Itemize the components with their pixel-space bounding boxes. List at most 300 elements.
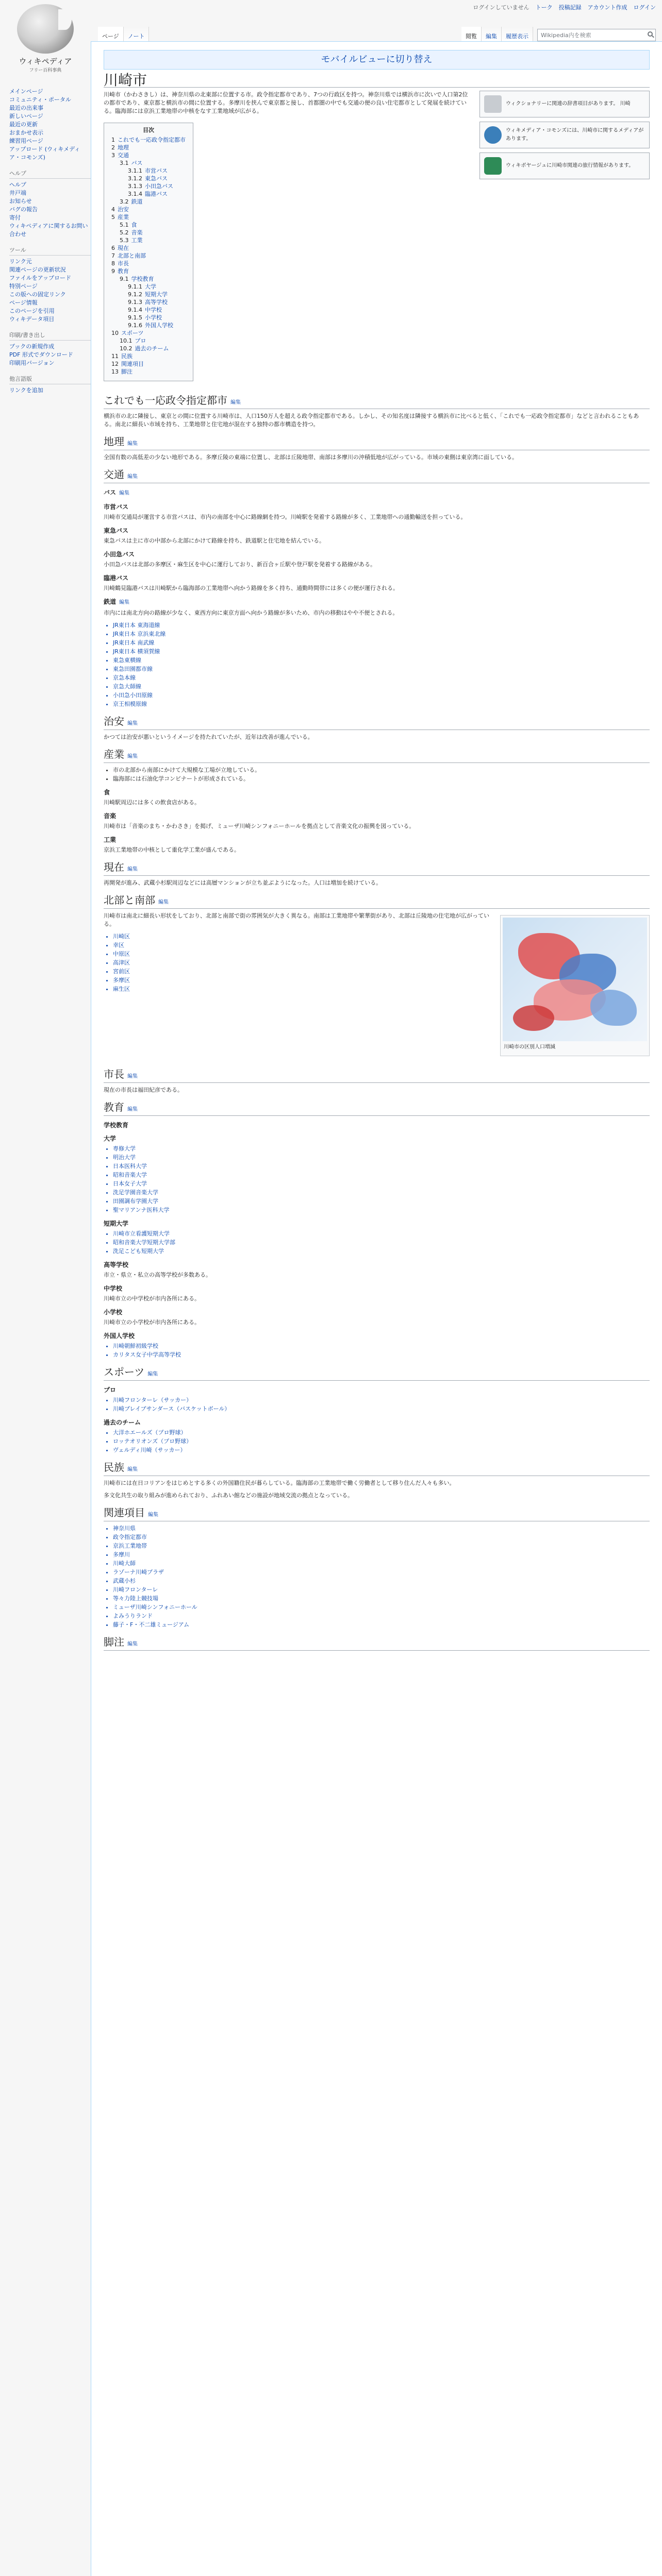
toc-number: 12	[111, 361, 119, 367]
list-item[interactable]: • ヴェルディ川崎（サッカー）	[113, 1446, 650, 1454]
toc-label[interactable]: 工業	[131, 237, 143, 244]
tab-page[interactable]: ページ	[98, 27, 124, 43]
list-item[interactable]: • 東急東横線	[113, 656, 650, 665]
edit-link[interactable]: 編集	[127, 474, 138, 480]
sister-box	[479, 91, 650, 117]
section-title: これでも一応政令指定都市	[104, 395, 227, 406]
paragraph: 現在の市長は福田紀彦である。	[104, 1087, 183, 1093]
page-title: 川崎市	[104, 77, 650, 88]
pro-team-list	[113, 1396, 650, 1413]
sidebar	[0, 88, 91, 402]
sidebar-item[interactable]: 練習用ページ	[9, 138, 43, 144]
sidebar-item[interactable]: お知らせ	[9, 198, 32, 205]
list-item: • 市の北部から南部にかけて大規模な工場が立地している。	[113, 766, 650, 774]
population-map-figure	[500, 915, 650, 1056]
sister-text[interactable]: ウィキボヤージュに川崎市関連の旅行情報があります。	[506, 163, 634, 168]
subsection-heading: プロ	[104, 1386, 117, 1394]
sidebar-item[interactable]: 関連ページの更新状況	[9, 266, 66, 273]
subsection-heading: 市営バス	[104, 503, 129, 511]
toc-label[interactable]: 鉄道	[131, 198, 143, 205]
paragraph: 京浜工業地帯の中核として重化学工業が盛んである。	[104, 846, 240, 853]
sidebar-item[interactable]: 特別ページ	[9, 283, 38, 290]
paragraph: 川崎市立の中学校が市内各所にある。	[104, 1295, 200, 1302]
toc-number: 3.1	[120, 160, 129, 166]
toc-label[interactable]: 教育	[118, 268, 129, 275]
section-title: 市長	[104, 1069, 124, 1080]
create-account-link[interactable]: アカウント作成	[587, 4, 627, 11]
toc-label[interactable]: 脚注	[121, 368, 133, 375]
toc-number: 9	[111, 268, 115, 275]
toc-number: 4	[111, 206, 115, 213]
subsection-heading: 小田急バス	[104, 551, 135, 558]
toc-label[interactable]: 大学	[145, 283, 156, 290]
toc-item[interactable]	[111, 283, 186, 291]
sidebar-item[interactable]: このページを引用	[9, 308, 55, 314]
list-item[interactable]: • 高津区	[113, 959, 650, 967]
toc-number: 3.1.2	[128, 175, 142, 182]
sidebar-item[interactable]: バグの報告	[9, 206, 38, 213]
toc-number: 3	[111, 152, 115, 159]
toc-number: 9.1.5	[128, 314, 142, 321]
sidebar-item[interactable]: ファイルをアップロード	[9, 275, 72, 281]
list-item[interactable]: • 政令指定都市	[113, 1533, 650, 1541]
list-item[interactable]: • 京王相模原線	[113, 700, 650, 708]
sidebar-item[interactable]: 印刷用バージョン	[9, 360, 55, 366]
section-heading	[104, 1464, 650, 1476]
personal-tools	[473, 3, 656, 11]
logo-wordmark: ウィキペディア	[19, 57, 72, 66]
edit-link[interactable]: 編集	[119, 600, 130, 605]
list-item[interactable]: • 京急本線	[113, 674, 650, 682]
toc-number: 9.1.4	[128, 307, 142, 313]
subsection-heading: 高等学校	[104, 1261, 129, 1268]
sidebar-heading: ヘルプ	[9, 169, 91, 179]
toc-item[interactable]	[111, 213, 186, 221]
toc-label[interactable]: 外国人学校	[145, 322, 173, 329]
toc-label[interactable]: 東急バス	[145, 175, 168, 182]
toc-label[interactable]: 短期大学	[145, 291, 168, 298]
section-heading	[104, 751, 650, 763]
toc-number: 10.2	[120, 345, 133, 352]
toc-item[interactable]	[111, 182, 186, 190]
edit-link[interactable]: 編集	[127, 867, 138, 872]
list-item[interactable]: • よみうりランド	[113, 1612, 650, 1620]
sidebar-item[interactable]: 最近の更新	[9, 121, 38, 128]
list-item[interactable]: • 聖マリアンナ医科大学	[113, 1206, 650, 1214]
toc-item[interactable]	[111, 206, 186, 213]
table-of-contents	[104, 123, 193, 381]
subsection-heading: 工業	[104, 836, 117, 843]
toc-label[interactable]: バス	[131, 160, 143, 166]
list-item[interactable]: • 洗足学園音楽大学	[113, 1189, 650, 1197]
sidebar-tools	[9, 246, 91, 324]
sidebar-item[interactable]: この版への固定リンク	[9, 291, 66, 298]
junior-college-list	[113, 1230, 650, 1256]
sister-text[interactable]: ウィキメディア・コモンズには、川崎市に関するメディアがあります。	[506, 128, 644, 142]
map-caption: 川崎市の区別人口増減	[504, 1044, 555, 1050]
edit-link[interactable]: 編集	[147, 1371, 158, 1377]
search-input[interactable]	[537, 29, 656, 41]
section-heading	[104, 896, 650, 909]
toc-item[interactable]	[111, 360, 186, 368]
toc-number: 5.1	[120, 222, 129, 228]
paragraph: 東急バスは主に市の中部から北部にかけて路線を持ち、鉄道駅と住宅地を結んでいる。	[104, 537, 325, 544]
puzzle-globe-icon	[17, 4, 74, 54]
toc-item[interactable]	[111, 352, 186, 360]
section-title: 関連項目	[104, 1507, 145, 1519]
toc-label[interactable]: 関連項目	[121, 361, 144, 367]
toc-label[interactable]: 市長	[118, 260, 129, 267]
sidebar-item[interactable]: 最近の出来事	[9, 105, 43, 111]
toc-item[interactable]	[111, 136, 186, 144]
paragraph: 小田急バスは北部の多摩区・麻生区を中心に運行しており、新百合ヶ丘駅や登戸駅を発着する路線がある。	[104, 561, 376, 568]
edit-link[interactable]: 編集	[119, 490, 130, 496]
lead-paragraph: 川崎市（かわさきし）は、神奈川県の北東部に位置する市。政令指定都市であり、7つの行政区を持つ。神奈川県では横浜市に次いで人口第2位の都市であり、東京都と横浜市の間に位置する。多摩川を挟んで東京都と接し、首都圏の中でも交通の便の良い住宅都市として発展を続けている。臨海部には京浜工業地帯の中核をなす工業地域が広がる。	[104, 91, 468, 114]
login-link[interactable]: ログイン	[633, 4, 656, 11]
section-heading	[104, 1638, 650, 1651]
toc-item[interactable]	[111, 236, 186, 244]
list-item[interactable]: • 川崎区	[113, 933, 650, 941]
toc-number: 3.1.1	[128, 167, 142, 174]
subsection-heading: 中学校	[104, 1285, 123, 1292]
toc-item[interactable]	[111, 244, 186, 252]
toc-item[interactable]	[111, 175, 186, 182]
toc-label[interactable]: 小学校	[145, 314, 162, 321]
past-team-list	[113, 1429, 650, 1454]
list-item[interactable]: • 武蔵小杉	[113, 1577, 650, 1585]
section-heading	[104, 397, 650, 409]
section-heading	[104, 471, 650, 483]
toc-item[interactable]	[111, 337, 186, 345]
toc-label[interactable]: 音楽	[131, 229, 143, 236]
paragraph: 多文化共生の取り組みが進められており、ふれあい館などの施設が地域交流の拠点となっている。	[104, 1492, 353, 1499]
list-item[interactable]: • 藤子・F・不二雄ミュージアム	[113, 1621, 650, 1629]
section-heading	[104, 1509, 650, 1521]
sister-box	[479, 152, 650, 179]
toc-item[interactable]	[111, 291, 186, 298]
toc-label[interactable]: これでも一応政令指定都市	[118, 137, 186, 143]
toc-title: 目次	[143, 127, 154, 133]
paragraph: 川崎市交通局が運営する市営バスは、市内の南部を中心に路線網を持つ。川崎駅を発着する路線が多く、工業地帯への通勤輸送を担っている。	[104, 514, 467, 520]
toc-item[interactable]	[111, 144, 186, 151]
subsection-heading: 大学	[104, 1135, 117, 1142]
edit-link[interactable]: 編集	[127, 1467, 138, 1472]
toc-label[interactable]: 市営バス	[145, 167, 168, 174]
toc-label[interactable]: 治安	[118, 206, 129, 213]
industry-list	[113, 766, 650, 783]
section-heading	[104, 438, 650, 450]
sidebar-item[interactable]: コミュニティ・ポータル	[9, 96, 71, 103]
toc-label[interactable]: 学校教育	[131, 276, 154, 282]
list-item[interactable]: • 神奈川県	[113, 1524, 650, 1533]
paragraph: 市立・県立・私立の高等学校が多数ある。	[104, 1272, 211, 1278]
tab-talk[interactable]: ノート	[124, 27, 150, 43]
list-item[interactable]: • JR東日本 南武線	[113, 639, 650, 647]
toc-label[interactable]: 現在	[118, 245, 129, 251]
subsection-heading: 学校教育	[104, 1122, 129, 1129]
contributions-link[interactable]: 投稿記録	[558, 4, 582, 11]
toc-label[interactable]: 産業	[118, 214, 129, 221]
list-item[interactable]: • 昭和音楽大学短期大学部	[113, 1239, 650, 1247]
toc-item[interactable]	[111, 190, 186, 198]
toc-label[interactable]: 過去のチーム	[135, 345, 169, 352]
toc-item[interactable]	[111, 368, 186, 376]
sidebar-item[interactable]: おまかせ表示	[9, 129, 43, 136]
subsection-title: 鉄道	[104, 598, 117, 605]
toc-number: 5.3	[120, 237, 129, 244]
sidebar-heading: 印刷/書き出し	[9, 331, 91, 341]
sidebar-item[interactable]: ブックの新規作成	[9, 343, 55, 350]
list-item[interactable]: • ラゾーナ川崎プラザ	[113, 1568, 650, 1577]
university-list	[113, 1145, 650, 1214]
sister-projects	[479, 91, 650, 183]
paragraph: 横浜市の北に隣接し、東京との間に位置する川崎市は、人口150万人を超える政令指定都市である。しかし、その知名度は隣接する横浜市に比べると低く、「これでも一応政令指定都市」などと言われることもある。南北に細長い市域を持ち、工業地帯と住宅地が混在する独特の都市構造を持つ。	[104, 413, 639, 428]
toc-label[interactable]: 北部と南部	[118, 252, 146, 259]
related-list	[113, 1524, 650, 1629]
toc-item[interactable]	[111, 267, 186, 275]
list-item[interactable]: • 川崎大師	[113, 1560, 650, 1568]
edit-link[interactable]: 編集	[148, 1512, 158, 1518]
sidebar-item[interactable]: ページ情報	[9, 299, 38, 306]
list-item[interactable]: • 川崎フロンターレ	[113, 1586, 650, 1594]
list-item[interactable]: • 川崎フロンターレ（サッカー）	[113, 1396, 650, 1404]
sidebar-item[interactable]: リンク元	[9, 258, 32, 265]
list-item[interactable]: • JR東日本 横須賀線	[113, 648, 650, 656]
section-title: 交通	[104, 469, 124, 481]
main-content	[91, 41, 662, 2576]
subsection-heading: 臨港バス	[104, 574, 129, 582]
edit-link[interactable]: 編集	[127, 721, 138, 726]
list-item[interactable]: • 田園調布学園大学	[113, 1197, 650, 1206]
section-title: スポーツ	[104, 1367, 145, 1378]
subsection-heading: 外国人学校	[104, 1332, 135, 1340]
toc-number: 7	[111, 252, 115, 259]
site-logo[interactable]	[0, 0, 91, 77]
toc-item[interactable]	[111, 345, 186, 352]
toc-item[interactable]	[111, 221, 186, 229]
list-item[interactable]: • 東急田園都市線	[113, 665, 650, 673]
edit-link[interactable]: 編集	[127, 754, 138, 759]
list-item[interactable]: • カリタス女子中学高等学校	[113, 1351, 650, 1359]
toc-number: 13	[111, 368, 119, 375]
paragraph: 市内には南北方向の路線が少なく、東西方向に東京方面へ向かう路線が多いため、市内の移動はやや不便とされる。	[104, 609, 399, 616]
sidebar-print	[9, 331, 91, 367]
toc-number: 3.1.3	[128, 183, 142, 190]
edit-link[interactable]: 編集	[127, 1107, 138, 1112]
sidebar-item[interactable]: 寄付	[9, 214, 21, 221]
toc-number: 9.1.2	[128, 291, 142, 298]
tab-edit[interactable]: 編集	[482, 27, 502, 43]
toc-number: 3.2	[120, 198, 129, 205]
toc-number: 5.2	[120, 229, 129, 236]
subsection-heading: 音楽	[104, 812, 117, 820]
toc-number: 1	[111, 137, 115, 143]
toc-label[interactable]: スポーツ	[121, 330, 144, 336]
sidebar-heading: ツール	[9, 246, 91, 256]
subsection-heading: 食	[104, 789, 110, 796]
list-item[interactable]: • ロッテオリオンズ（プロ野球）	[113, 1437, 650, 1446]
toc-item[interactable]	[111, 252, 186, 260]
section-heading	[104, 1368, 650, 1381]
commons-icon	[484, 126, 502, 144]
list-item[interactable]: • 川崎ブレイブサンダース（バスケットボール）	[113, 1405, 650, 1413]
paragraph: かつては治安が悪いというイメージを持たれていたが、近年は改善が進んでいる。	[104, 734, 313, 740]
toc-item[interactable]	[111, 260, 186, 267]
toc-item[interactable]	[111, 275, 186, 283]
paragraph: 川崎市には在日コリアンをはじめとする多くの外国籍住民が暮らしている。臨海部の工業地帯で働く労働者として移り住んだ人々も多い。	[104, 1480, 455, 1486]
sidebar-item[interactable]: 新しいページ	[9, 113, 43, 120]
list-item: • 臨海部には石油化学コンビナートが形成されている。	[113, 775, 650, 783]
sidebar-item[interactable]: リンクを追加	[9, 387, 43, 394]
tab-read[interactable]: 閲覧	[461, 27, 482, 43]
toc-label[interactable]: 交通	[118, 152, 129, 159]
list-item[interactable]: • 幸区	[113, 941, 650, 950]
list-item[interactable]: • JR東日本 東海道線	[113, 621, 650, 630]
subsection-heading: 小学校	[104, 1309, 123, 1316]
edit-link[interactable]: 編集	[230, 400, 241, 405]
list-item[interactable]: • JR東日本 京浜東北線	[113, 630, 650, 638]
list-item[interactable]: • 川崎朝鮮初級学校	[113, 1342, 650, 1350]
toc-label[interactable]: プロ	[135, 337, 146, 344]
toc-label[interactable]: 中学校	[145, 307, 162, 313]
toc-number: 2	[111, 144, 115, 151]
paragraph: 川崎鶴見臨港バスは川崎駅から臨海部の工業地帯へ向かう路線を多く持ち、通勤時間帯には多くの便が運行される。	[104, 585, 399, 591]
paragraph: 全国有数の高低差の少ない地形である。多摩丘陵の東端に位置し、北部は丘陵地帯、南部は多摩川の沖積低地が広がっている。市域の東側は東京湾に面している。	[104, 454, 518, 461]
toc-label[interactable]: 食	[131, 222, 137, 228]
toc-item[interactable]	[111, 198, 186, 206]
paragraph: 川崎市立の小学校が市内各所にある。	[104, 1319, 200, 1326]
search-placeholder: Wikipedia内を検索	[541, 32, 591, 39]
subsection-title: バス	[104, 489, 117, 496]
district-map-image[interactable]	[503, 918, 647, 1041]
paragraph: 川崎市は南北に細長い形状をしており、北部と南部で街の雰囲気が大きく異なる。南部は工業地帯や繁華街があり、北部は丘陵地の住宅地が広がっている。	[104, 912, 489, 927]
toc-number: 5	[111, 214, 115, 221]
sidebar-item[interactable]: アップロード (ウィキメディア・コモンズ)	[9, 146, 80, 161]
list-item[interactable]: • 麻生区	[113, 985, 650, 993]
subsection-heading: 短期大学	[104, 1220, 129, 1227]
not-logged-in: ログインしていません	[473, 4, 529, 11]
section-title: 教育	[104, 1102, 124, 1113]
list-item[interactable]: • 昭和音楽大学	[113, 1171, 650, 1179]
toc-number: 9.1.3	[128, 299, 142, 306]
paragraph: 川崎駅周辺には多くの飲食店がある。	[104, 799, 200, 806]
toc-item[interactable]	[111, 167, 186, 175]
list-item[interactable]: • 川崎市立看護短期大学	[113, 1230, 650, 1238]
toc-label[interactable]: 高等学校	[145, 299, 168, 306]
toc-number: 11	[111, 353, 119, 360]
toc-item[interactable]	[111, 329, 186, 337]
toc-number: 9.1.6	[128, 322, 142, 329]
toc-item[interactable]	[111, 298, 186, 306]
toc-number: 9.1	[120, 276, 129, 282]
sidebar-languages	[9, 375, 91, 395]
list-item[interactable]: • 京浜工業地帯	[113, 1542, 650, 1550]
list-item[interactable]: • 洗足こども短期大学	[113, 1247, 650, 1256]
section-heading	[104, 1104, 650, 1116]
toc-item[interactable]	[111, 321, 186, 329]
sidebar-item[interactable]: ウィキペディアに関するお問い合わせ	[9, 223, 88, 238]
subsection-heading	[104, 488, 650, 498]
edit-link[interactable]: 編集	[127, 1641, 138, 1647]
sidebar-main	[9, 88, 91, 162]
edit-link[interactable]: 編集	[127, 441, 138, 447]
sidebar-heading: 他言語版	[9, 375, 91, 384]
list-item[interactable]: • 多摩川	[113, 1551, 650, 1559]
wiktionary-icon	[484, 95, 502, 113]
sister-box	[479, 122, 650, 148]
subsection-heading: 東急バス	[104, 527, 129, 534]
list-item[interactable]: • 京急大師線	[113, 683, 650, 691]
toc-number: 3.1.4	[128, 191, 142, 197]
list-item[interactable]: • 日本医科大学	[113, 1162, 650, 1171]
subsection-heading: 過去のチーム	[104, 1419, 141, 1426]
list-item[interactable]: • 宮前区	[113, 968, 650, 976]
rail-list	[113, 621, 650, 708]
list-item[interactable]: • 多摩区	[113, 976, 650, 985]
edit-link[interactable]: 編集	[127, 1074, 138, 1079]
sidebar-help	[9, 169, 91, 239]
logo-tagline: フリー百科事典	[29, 68, 62, 73]
toc-item[interactable]	[111, 151, 186, 159]
section-heading	[104, 718, 650, 730]
section-title: 地理	[104, 436, 124, 448]
list-item[interactable]: • 明治大学	[113, 1154, 650, 1162]
toc-item[interactable]	[111, 229, 186, 236]
paragraph: 川崎市は「音楽のまち・かわさき」を掲げ、ミューザ川崎シンフォニーホールを拠点として音楽文化の振興を図っている。	[104, 823, 415, 829]
mobile-view-banner[interactable]: モバイルビューに切り替え	[104, 50, 650, 70]
sidebar-item[interactable]: ウィキデータ項目	[9, 316, 55, 323]
sidebar-item[interactable]: ヘルプ	[9, 181, 26, 188]
search-icon[interactable]	[648, 31, 653, 37]
section-heading	[104, 863, 650, 876]
toc-item[interactable]	[111, 314, 186, 321]
section-title: 産業	[104, 749, 124, 760]
toc-number: 9.1.1	[128, 283, 142, 290]
paragraph: 再開発が進み、武蔵小杉駅周辺などには高層マンションが立ち並ぶようになった。人口は増加を続けている。	[104, 879, 382, 886]
toc-label[interactable]: 臨港バス	[145, 191, 168, 197]
toc-number: 10.1	[120, 337, 133, 344]
foreign-school-list	[113, 1342, 650, 1359]
list-item[interactable]: • 小田急小田原線	[113, 691, 650, 700]
list-item[interactable]: • 専修大学	[113, 1145, 650, 1153]
toc-label[interactable]: 地理	[118, 144, 129, 151]
section-title: 民族	[104, 1462, 124, 1473]
toc-item[interactable]	[111, 159, 186, 167]
list-item[interactable]: • 中原区	[113, 950, 650, 958]
sidebar-item[interactable]: メインページ	[9, 88, 43, 95]
sister-text[interactable]: ウィクショナリーに関連の辞書項目があります。 川崎	[506, 101, 631, 107]
tab-history[interactable]: 履歴表示	[502, 27, 533, 43]
edit-link[interactable]: 編集	[158, 900, 169, 905]
toc-item[interactable]	[111, 306, 186, 314]
section-title: 脚注	[104, 1637, 124, 1648]
sidebar-item[interactable]: PDF 形式でダウンロード	[9, 351, 73, 358]
section-title: 北部と南部	[104, 895, 155, 906]
talk-link[interactable]: トーク	[535, 4, 553, 11]
subsection-heading	[104, 598, 650, 607]
list-item[interactable]: • 日本女子大学	[113, 1180, 650, 1188]
toc-list	[111, 136, 186, 376]
toc-label[interactable]: 小田急バス	[145, 183, 173, 190]
section-title: 現在	[104, 862, 124, 873]
list-item[interactable]: • ミューザ川崎シンフォニーホール	[113, 1603, 650, 1612]
toc-number: 6	[111, 245, 115, 251]
list-item[interactable]: • 大洋ホエールズ（プロ野球）	[113, 1429, 650, 1437]
toc-label[interactable]: 民族	[121, 353, 133, 360]
sidebar-item[interactable]: 井戸端	[9, 190, 26, 196]
list-item[interactable]: • 等々力陸上競技場	[113, 1595, 650, 1603]
toc-number: 8	[111, 260, 115, 267]
